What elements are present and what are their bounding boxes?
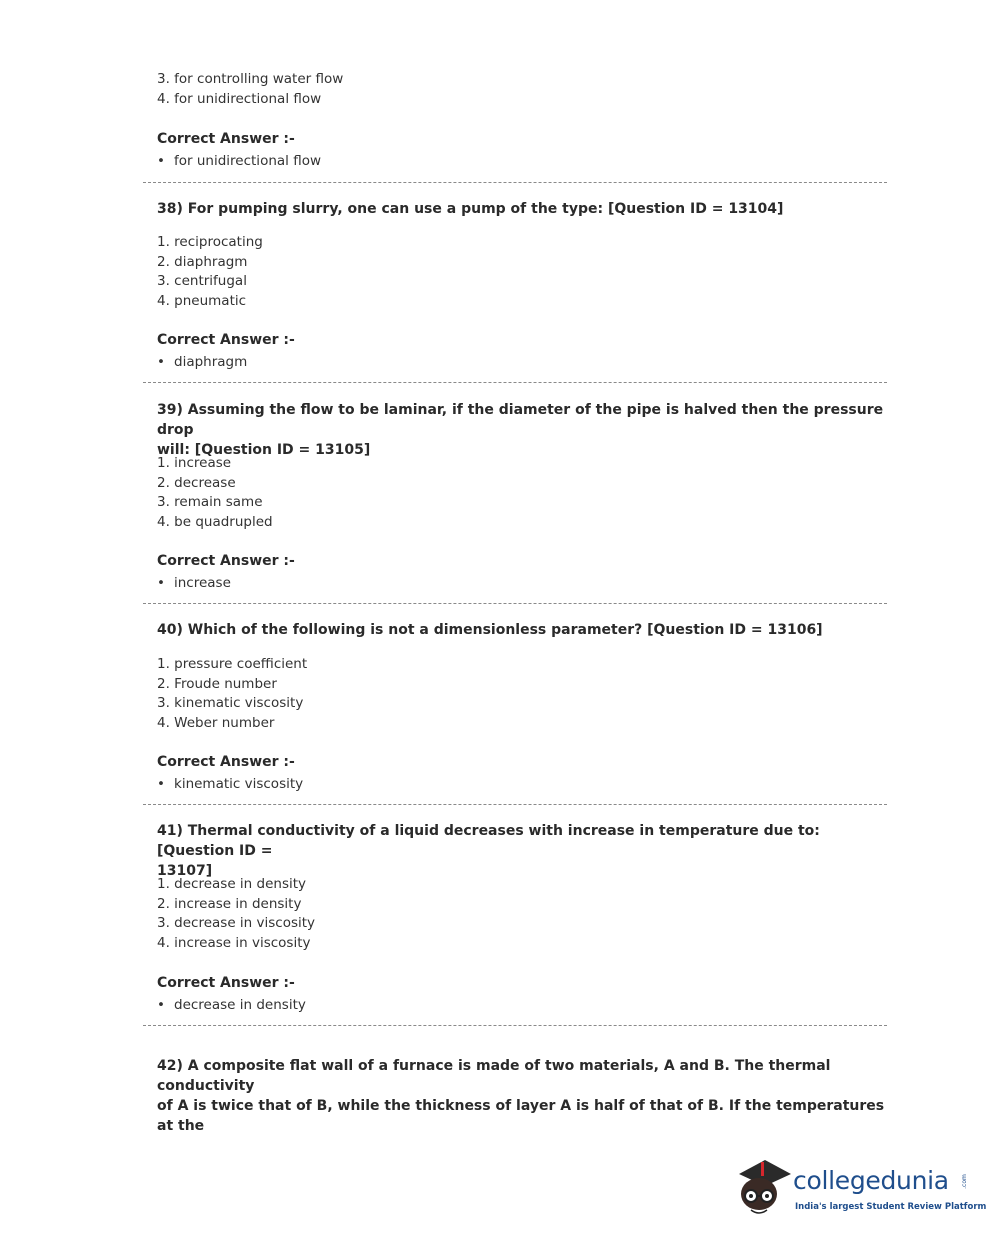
collegedunia-logo <box>735 1152 987 1222</box>
correct-answer-label: Correct Answer :- <box>157 131 295 147</box>
options-39 <box>157 454 887 532</box>
option-item: 2. increase in density <box>157 895 302 912</box>
option-item: 4. pneumatic <box>157 292 247 309</box>
option-item: 1. pressure coefficient <box>157 656 308 672</box>
option-item: 4. be quadrupled <box>157 513 273 530</box>
answer-block-41 <box>157 973 887 1015</box>
option-item: 3. centrifugal <box>157 273 247 289</box>
question-38: 38) For pumping slurry, one can use a pump of the type: [Question ID = 13104] <box>157 201 784 217</box>
mascot-icon <box>735 1152 795 1222</box>
option-item: 3. for controlling water flow <box>157 71 344 87</box>
option-item: 3. decrease in viscosity <box>157 915 316 931</box>
option-item: 2. Froude number <box>157 675 277 692</box>
question-42: 42) A composite flat wall of a furnace is made of two materials, A and B. The thermal conductivity of A is twice that of B, while the thickness of layer A is half of that of B. If the temperatures at the <box>157 1058 885 1134</box>
correct-answer-label: Correct Answer :- <box>157 332 295 348</box>
correct-answer: • increase <box>157 575 231 591</box>
option-item: 1. decrease in density <box>157 876 307 892</box>
correct-answer: • for unidirectional flow <box>157 153 321 169</box>
correct-answer-label: Correct Answer :- <box>157 975 295 991</box>
option-item: 1. increase <box>157 455 232 471</box>
question-39: 39) Assuming the flow to be laminar, if the diameter of the pipe is halved then the pressure drop will: [Question ID = 13105] <box>157 402 884 458</box>
question-41: 41) Thermal conductivity of a liquid decreases with increase in temperature due to: [Question ID = 13107] <box>157 823 820 879</box>
separator <box>157 182 887 183</box>
option-item: 2. decrease <box>157 474 236 491</box>
option-item: 2. diaphragm <box>157 253 248 270</box>
separator <box>157 603 887 604</box>
options-38 <box>157 233 887 311</box>
options-41 <box>157 875 887 953</box>
separator <box>157 804 887 805</box>
correct-answer: • kinematic viscosity <box>157 776 304 792</box>
correct-answer: • decrease in density <box>157 997 306 1013</box>
options-40 <box>157 655 887 733</box>
logo-suffix: .com <box>960 1174 968 1189</box>
answer-block-40 <box>157 752 887 794</box>
option-item: 1. reciprocating <box>157 234 263 250</box>
question-37-tail <box>157 70 887 109</box>
option-item: 3. remain same <box>157 494 263 510</box>
answer-block-37 <box>157 129 887 171</box>
correct-answer-label: Correct Answer :- <box>157 553 295 569</box>
option-item: 4. increase in viscosity <box>157 934 311 951</box>
answer-block-38 <box>157 330 887 372</box>
answer-block-39 <box>157 551 887 593</box>
separator <box>157 382 887 383</box>
separator <box>157 1025 887 1026</box>
option-item: 4. for unidirectional flow <box>157 90 322 107</box>
option-item: 4. Weber number <box>157 714 275 731</box>
option-item: 3. kinematic viscosity <box>157 695 304 711</box>
logo-wordmark: collegedunia <box>793 1166 949 1195</box>
correct-answer-label: Correct Answer :- <box>157 754 295 770</box>
question-40: 40) Which of the following is not a dimensionless parameter? [Question ID = 13106] <box>157 622 823 638</box>
correct-answer: • diaphragm <box>157 354 248 370</box>
logo-tagline: India's largest Student Review Platform <box>795 1202 987 1212</box>
